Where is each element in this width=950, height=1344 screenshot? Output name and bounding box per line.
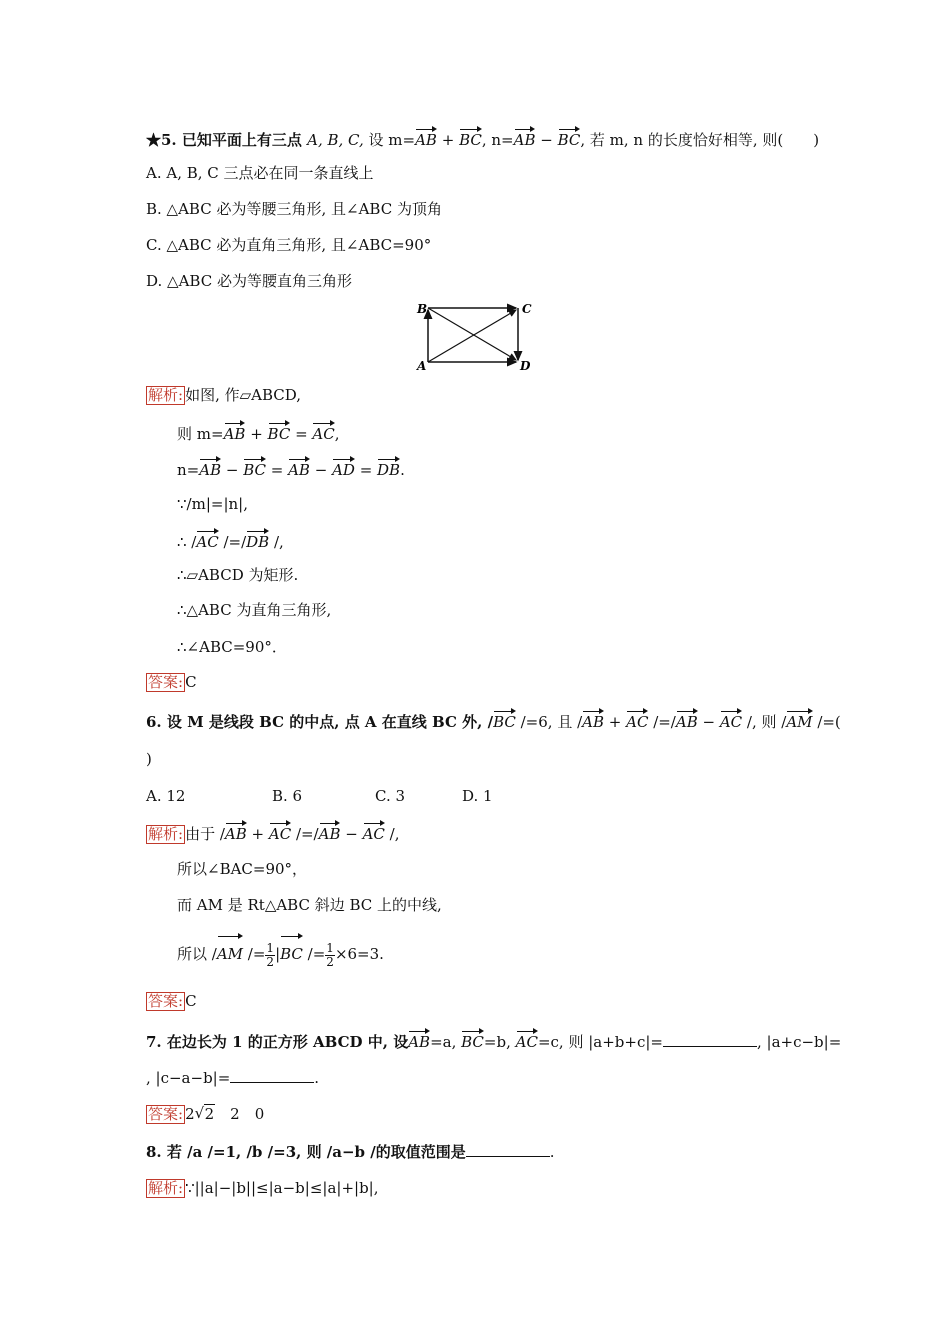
q5-option-c: C. △ABC 必为直角三角形, 且∠ABC=90° — [146, 236, 432, 254]
q5-solution-4: ∵/m|=|n|, — [177, 495, 248, 513]
q5-solution-5: ∴ /AC /=/DB /, — [177, 528, 284, 552]
solution-tag: 解析: — [148, 825, 184, 843]
q7-stem-cont: , |c−a−b|= . — [146, 1069, 320, 1087]
sqrt-symbol: √ 2 — [195, 1104, 216, 1124]
vector-ab: AB — [514, 126, 536, 150]
q5-stem: ★5. 已知平面上有三点 A, B, C, 设 m=AB + BC, n=AB − BC, 若 m, n 的长度恰好相等, 则( ) — [146, 126, 819, 150]
label-c: C — [522, 302, 532, 316]
vector-bc: BC — [459, 126, 482, 150]
q5-option-a: A. A, B, C 三点必在同一条直线上 — [146, 164, 374, 182]
q5-option-b: B. △ABC 必为等腰三角形, 且∠ABC 为顶角 — [146, 200, 442, 218]
q7-answer: 答案: 2√ 2 2 0 — [146, 1104, 264, 1124]
q5-solution-8: ∴∠ABC=90°． — [177, 638, 287, 656]
q6-option-d: D. 1 — [462, 787, 493, 805]
rectangle-diagram — [412, 298, 542, 378]
q5-solution-7: ∴△ABC 为直角三角形, — [177, 601, 332, 619]
label-a: A — [417, 359, 427, 373]
q6-answer: 答案: C — [148, 992, 197, 1010]
blank-range[interactable] — [466, 1142, 550, 1157]
vector-bc: BC — [558, 126, 581, 150]
fraction-half: $\frac{1}{2}$ — [266, 940, 275, 969]
q6-option-c: C. 3 — [375, 787, 406, 805]
label-d: D — [520, 359, 531, 373]
q5-solution-6: ∴▱ABCD 为矩形. — [177, 566, 299, 584]
q5-solution-2: 则 m=AB + BC = AC, — [177, 420, 340, 444]
q6-stem-cont: ) — [146, 750, 152, 768]
answer-tag: 答案: — [148, 992, 184, 1010]
q8-solution-1: 解析: ∵||a|−|b||≤|a−b|≤|a|+|b|, — [148, 1179, 379, 1197]
q8-stem: 8. 若 /a /=1, /b /=3, 则 /a−b /的取值范围是 . — [146, 1143, 555, 1161]
q6-solution-1: 解析: 由于 /AB + AC /=/AB − AC /, — [146, 820, 400, 844]
solution-tag: 解析: — [148, 1179, 184, 1197]
answer-tag: 答案: — [148, 673, 184, 691]
q7-stem: 7. 在边长为 1 的正方形 ABCD 中, 设AB=a, BC=b, AC=c, 则 |a+b+c|= , |a+c−b|= — [146, 1028, 841, 1052]
q5-answer: 答案: C — [148, 673, 197, 691]
q6-option-b: B. 6 — [272, 787, 303, 805]
q5-solution-1: 解析: 如图, 作▱ABCD, — [148, 386, 302, 404]
fraction-half: $\frac{1}{2}$ — [326, 940, 334, 969]
answer-tag: 答案: — [148, 1105, 184, 1123]
q6-stem: 6. 设 M 是线段 BC 的中点, 点 A 在直线 BC 外, /BC /=6, 且 /AB + AC /=/AB − AC /, 则 /AM /=( — [146, 708, 841, 732]
blank-1[interactable] — [663, 1032, 757, 1047]
solution-tag: 解析: — [148, 386, 184, 404]
q5-solution-3: n=AB − BC = AB − AD = DB. — [177, 456, 405, 480]
q5-option-d: D. △ABC 必为等腰直角三角形 — [146, 272, 352, 290]
q6-solution-2: 所以∠BAC=90°， — [177, 860, 308, 878]
label-b: B — [417, 302, 428, 316]
q6-solution-3: 而 AM 是 Rt△ABC 斜边 BC 上的中线, — [177, 896, 442, 914]
vector-ab: AB — [415, 126, 437, 150]
blank-3[interactable] — [230, 1068, 314, 1083]
vector-am: AM — [786, 708, 812, 732]
q6-solution-4: 所以 /AM /= $\frac{1}{2}$ |BC /= $\frac{1}{2}$ ×6=3. — [177, 933, 384, 971]
q6-option-a: A. 12 — [146, 787, 186, 805]
